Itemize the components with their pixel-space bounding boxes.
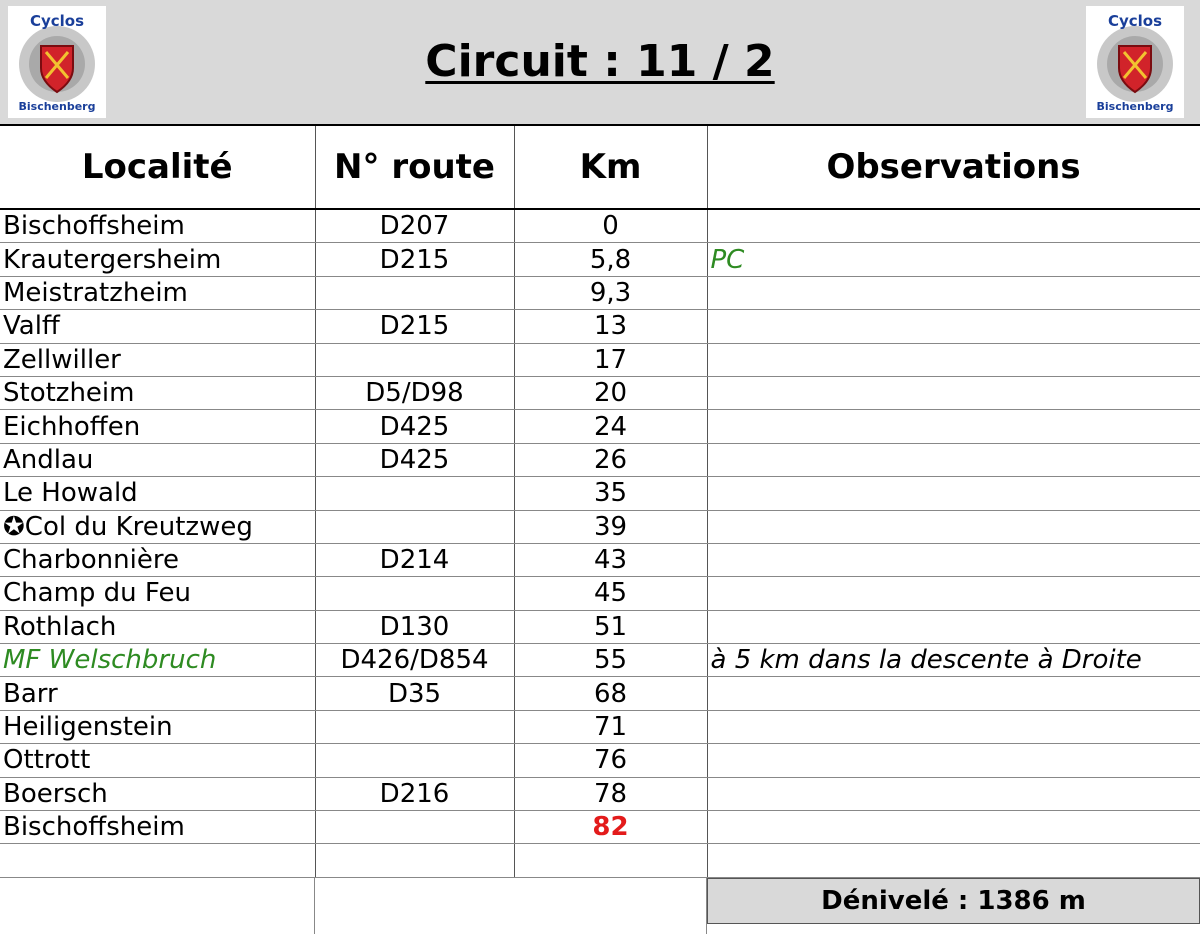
cell-route: D215 bbox=[315, 243, 514, 276]
cell-observations bbox=[707, 443, 1200, 476]
cell-route: D216 bbox=[315, 777, 514, 810]
table-row bbox=[0, 644, 1200, 677]
cell-localite: Barr bbox=[0, 677, 315, 710]
cell-route bbox=[315, 577, 514, 610]
cell-localite: Ottrott bbox=[0, 744, 315, 777]
cell-observations bbox=[707, 510, 1200, 543]
table-row bbox=[0, 343, 1200, 376]
cell-observations bbox=[707, 276, 1200, 309]
cell-localite: Zellwiller bbox=[0, 343, 315, 376]
cell-route bbox=[315, 343, 514, 376]
table-row bbox=[0, 310, 1200, 343]
cell-route bbox=[315, 510, 514, 543]
table-row bbox=[0, 677, 1200, 710]
cell-km: 68 bbox=[514, 677, 707, 710]
cell-localite: Boersch bbox=[0, 777, 315, 810]
table-row bbox=[0, 410, 1200, 443]
cell-localite: Heiligenstein bbox=[0, 710, 315, 743]
elevation-total: Dénivelé : 1386 m bbox=[707, 878, 1200, 924]
table-row bbox=[0, 477, 1200, 510]
cell-localite: Champ du Feu bbox=[0, 577, 315, 610]
table-body bbox=[0, 209, 1200, 877]
cell-route: D35 bbox=[315, 677, 514, 710]
table-row bbox=[0, 744, 1200, 777]
club-logo-icon bbox=[1086, 6, 1184, 118]
cell-observations bbox=[707, 844, 1200, 877]
column-header-route: N° route bbox=[315, 126, 514, 209]
footer-row bbox=[0, 878, 1200, 934]
cell-localite: MF Welschbruch bbox=[0, 644, 315, 677]
cell-route: D425 bbox=[315, 443, 514, 476]
svg-text:Bischenberg: Bischenberg bbox=[18, 100, 96, 113]
cell-observations bbox=[707, 744, 1200, 777]
cell-observations bbox=[707, 410, 1200, 443]
cell-observations bbox=[707, 811, 1200, 844]
cell-route: D214 bbox=[315, 543, 514, 576]
cell-route: D130 bbox=[315, 610, 514, 643]
cell-localite: Andlau bbox=[0, 443, 315, 476]
svg-text:Bischenberg: Bischenberg bbox=[1096, 100, 1174, 113]
cell-km: 35 bbox=[514, 477, 707, 510]
table-row bbox=[0, 243, 1200, 276]
table-header-row bbox=[0, 126, 1200, 209]
column-header-km: Km bbox=[514, 126, 707, 209]
table-row bbox=[0, 610, 1200, 643]
cell-observations: PC bbox=[707, 243, 1200, 276]
grid-line bbox=[0, 878, 315, 934]
cell-localite: Stotzheim bbox=[0, 376, 315, 409]
cell-route bbox=[315, 276, 514, 309]
cell-observations bbox=[707, 310, 1200, 343]
cell-route bbox=[315, 844, 514, 877]
cell-km: 55 bbox=[514, 644, 707, 677]
table-row bbox=[0, 543, 1200, 576]
cell-km: 78 bbox=[514, 777, 707, 810]
cell-km: 76 bbox=[514, 744, 707, 777]
cell-observations bbox=[707, 543, 1200, 576]
cell-km: 17 bbox=[514, 343, 707, 376]
cell-observations bbox=[707, 777, 1200, 810]
cell-localite: ✪Col du Kreutzweg bbox=[0, 510, 315, 543]
cell-route bbox=[315, 811, 514, 844]
cell-localite: Meistratzheim bbox=[0, 276, 315, 309]
cell-km: 26 bbox=[514, 443, 707, 476]
cell-observations bbox=[707, 477, 1200, 510]
table-row bbox=[0, 376, 1200, 409]
cell-km: 82 bbox=[514, 811, 707, 844]
cell-localite: Charbonnière bbox=[0, 543, 315, 576]
cell-route: D425 bbox=[315, 410, 514, 443]
cell-localite: Bischoffsheim bbox=[0, 811, 315, 844]
cell-route bbox=[315, 477, 514, 510]
cell-route: D215 bbox=[315, 310, 514, 343]
cell-localite: Krautergersheim bbox=[0, 243, 315, 276]
cell-localite: Le Howald bbox=[0, 477, 315, 510]
table-row bbox=[0, 443, 1200, 476]
table-row bbox=[0, 844, 1200, 877]
header-band bbox=[0, 0, 1200, 126]
cell-localite: Eichhoffen bbox=[0, 410, 315, 443]
cell-observations bbox=[707, 343, 1200, 376]
cell-localite: Bischoffsheim bbox=[0, 209, 315, 243]
cell-observations bbox=[707, 209, 1200, 243]
cell-km: 20 bbox=[514, 376, 707, 409]
column-header-localite: Localité bbox=[0, 126, 315, 209]
cell-observations bbox=[707, 710, 1200, 743]
cell-km: 51 bbox=[514, 610, 707, 643]
cell-km: 39 bbox=[514, 510, 707, 543]
table-row bbox=[0, 811, 1200, 844]
cell-km: 43 bbox=[514, 543, 707, 576]
svg-text:Cyclos: Cyclos bbox=[1107, 12, 1163, 30]
cell-observations: à 5 km dans la descente à Droite bbox=[707, 644, 1200, 677]
table-row bbox=[0, 276, 1200, 309]
cell-localite bbox=[0, 844, 315, 877]
circuit-table bbox=[0, 126, 1200, 878]
cell-route bbox=[315, 710, 514, 743]
cell-observations bbox=[707, 610, 1200, 643]
cell-observations bbox=[707, 677, 1200, 710]
cell-km: 5,8 bbox=[514, 243, 707, 276]
cell-km: 0 bbox=[514, 209, 707, 243]
svg-text:Cyclos: Cyclos bbox=[29, 12, 85, 30]
table-row bbox=[0, 577, 1200, 610]
cell-km: 24 bbox=[514, 410, 707, 443]
cell-localite: Valff bbox=[0, 310, 315, 343]
table-row bbox=[0, 510, 1200, 543]
cell-route: D5/D98 bbox=[315, 376, 514, 409]
table-row bbox=[0, 209, 1200, 243]
grid-line bbox=[315, 878, 707, 934]
club-logo-right bbox=[1086, 6, 1184, 118]
cell-observations bbox=[707, 577, 1200, 610]
cell-route: D426/D854 bbox=[315, 644, 514, 677]
cell-localite: Rothlach bbox=[0, 610, 315, 643]
cell-km bbox=[514, 844, 707, 877]
cell-km: 71 bbox=[514, 710, 707, 743]
cell-km: 45 bbox=[514, 577, 707, 610]
table-row bbox=[0, 777, 1200, 810]
cell-route bbox=[315, 744, 514, 777]
column-header-observations: Observations bbox=[707, 126, 1200, 209]
cell-km: 13 bbox=[514, 310, 707, 343]
cell-observations bbox=[707, 376, 1200, 409]
page-title: Circuit : 11 / 2 bbox=[425, 36, 775, 87]
table-row bbox=[0, 710, 1200, 743]
cell-route: D207 bbox=[315, 209, 514, 243]
cell-km: 9,3 bbox=[514, 276, 707, 309]
